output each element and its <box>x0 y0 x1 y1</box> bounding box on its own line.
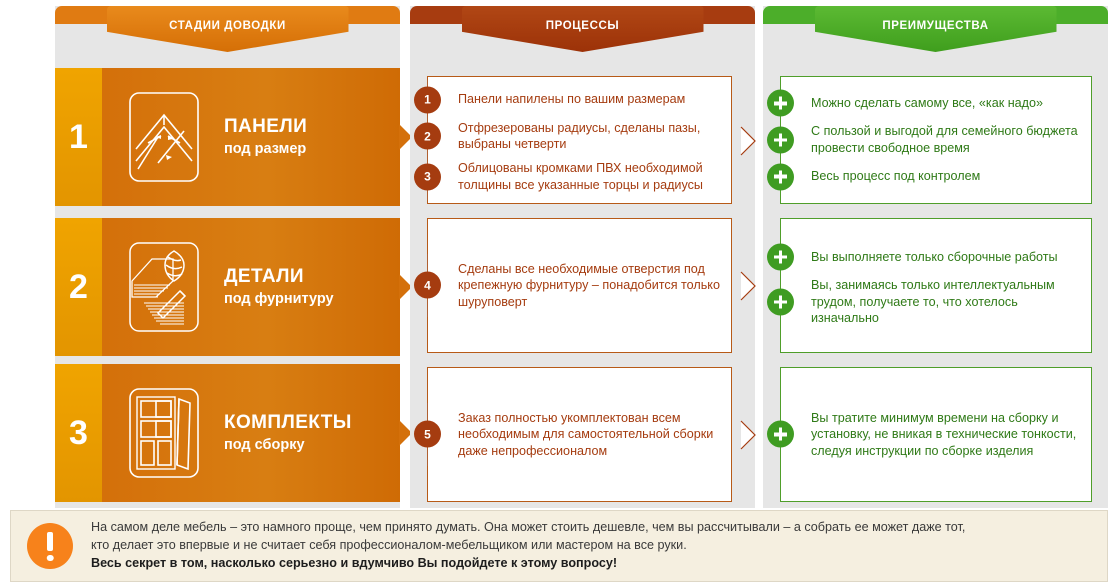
plus-icon <box>767 244 794 271</box>
process-list <box>424 397 731 473</box>
exclamation-icon <box>27 523 73 569</box>
plus-icon <box>767 127 794 154</box>
footer-note <box>10 510 1108 582</box>
column-title-processes: ПРОЦЕССЫ <box>545 20 620 32</box>
benefit-box <box>780 218 1092 353</box>
process-box <box>424 76 732 204</box>
step-number-badge: 2 <box>414 123 441 150</box>
banner-benefits <box>763 6 1108 52</box>
stage-row[interactable] <box>55 68 400 206</box>
plus-icon <box>767 163 794 190</box>
stage-number: 2 <box>55 218 102 356</box>
benefit-text: Весь процесс под контролем <box>811 169 981 184</box>
benefit-text: Вы тратите минимум времени на сборку и установку, не вникая в технические тонкости, следуя инструкции по сборке изделия <box>811 410 1077 458</box>
step-number-badge: 3 <box>414 163 441 190</box>
benefit-text: С пользой и выгодой для семейного бюджета провести свободное время <box>811 124 1078 155</box>
column-title-benefits: ПРЕИМУЩЕСТВА <box>882 20 989 32</box>
process-text: Панели напилены по вашим размерам <box>458 92 686 107</box>
stage-subtitle: под размер <box>224 140 307 157</box>
benefit-list <box>781 397 1091 473</box>
list-item[interactable] <box>781 123 1081 156</box>
process-box <box>424 367 732 502</box>
banner-stages <box>55 6 400 52</box>
step-number-badge: 4 <box>414 272 441 299</box>
stage-subtitle: под фурнитуру <box>224 290 334 307</box>
step-number-badge: 5 <box>414 421 441 448</box>
list-item[interactable] <box>424 261 721 311</box>
process-text: Сделаны все необходимые отверстия под крепежную фурнитуру – понадобится только шуруповерт <box>458 261 720 309</box>
list-item[interactable] <box>781 90 1081 116</box>
list-item[interactable] <box>424 120 721 153</box>
benefit-list <box>781 231 1091 340</box>
stage-text <box>224 267 334 307</box>
stage-number: 3 <box>55 364 102 502</box>
benefit-text: Можно сделать самому все, «как надо» <box>811 96 1044 111</box>
benefit-list <box>781 77 1091 202</box>
process-text: Заказ полностью укомплектован всем необходимым для самостоятельной сборки даже непрофессионалом <box>458 410 714 458</box>
stage-text <box>224 117 307 157</box>
stage-row[interactable] <box>55 218 400 356</box>
panels-icon <box>128 91 200 183</box>
drill-parts-icon <box>128 241 200 333</box>
process-to-benefit-arrow-icon <box>740 420 756 450</box>
plus-icon <box>767 90 794 117</box>
footer-line-1: На самом деле мебель – это намного проще, чем принято думать. Она может стоить дешевле, чем вы рассчитывали – а собрать ее может даже тот, <box>91 520 966 535</box>
stage-title: КОМПЛЕКТЫ <box>224 412 352 434</box>
process-list <box>424 74 731 206</box>
footer-text <box>91 519 965 573</box>
stage-body <box>102 68 400 206</box>
banner-processes <box>410 6 755 52</box>
list-item[interactable] <box>424 410 721 460</box>
stage-row[interactable] <box>55 364 400 502</box>
list-item[interactable] <box>781 244 1081 270</box>
step-number-badge: 1 <box>414 86 441 113</box>
plus-icon <box>767 288 794 315</box>
stage-body <box>102 364 400 502</box>
stage-text <box>224 413 352 453</box>
stage-subtitle: под сборку <box>224 436 305 453</box>
stage-body <box>102 218 400 356</box>
footer-line-2: кто делает это впервые и не считает себя профессионалом-мебельщиком или мастером на все руки. <box>91 538 687 553</box>
benefit-box <box>780 76 1092 204</box>
column-title-stages: СТАДИИ ДОВОДКИ <box>169 20 286 32</box>
kits-icon <box>128 387 200 479</box>
list-item[interactable] <box>424 160 721 193</box>
stage-number: 1 <box>55 68 102 206</box>
process-to-benefit-arrow-icon <box>740 271 756 301</box>
footer-line-3: Весь секрет в том, насколько серьезно и вдумчиво Вы подойдете к этому вопросу! <box>91 555 618 570</box>
process-list <box>424 248 731 324</box>
list-item[interactable] <box>781 277 1081 327</box>
process-text: Облицованы кромками ПВХ необходимой толщины все указанные торцы и радиусы <box>458 161 703 192</box>
process-box <box>424 218 732 353</box>
list-item[interactable] <box>424 87 721 113</box>
list-item[interactable] <box>781 410 1081 460</box>
benefit-text: Вы, занимаясь только интеллектуальным трудом, получаете то, что хотелось изначально <box>811 278 1055 326</box>
process-to-benefit-arrow-icon <box>740 126 756 156</box>
list-item[interactable] <box>781 164 1081 190</box>
stage-title: ДЕТАЛИ <box>224 266 304 288</box>
benefit-box <box>780 367 1092 502</box>
process-text: Отфрезерованы радиусы, сделаны пазы, выбраны четверти <box>458 120 701 152</box>
plus-icon <box>767 421 794 448</box>
stage-title: ПАНЕЛИ <box>224 116 308 138</box>
benefit-text: Вы выполняете только сборочные работы <box>811 249 1058 264</box>
